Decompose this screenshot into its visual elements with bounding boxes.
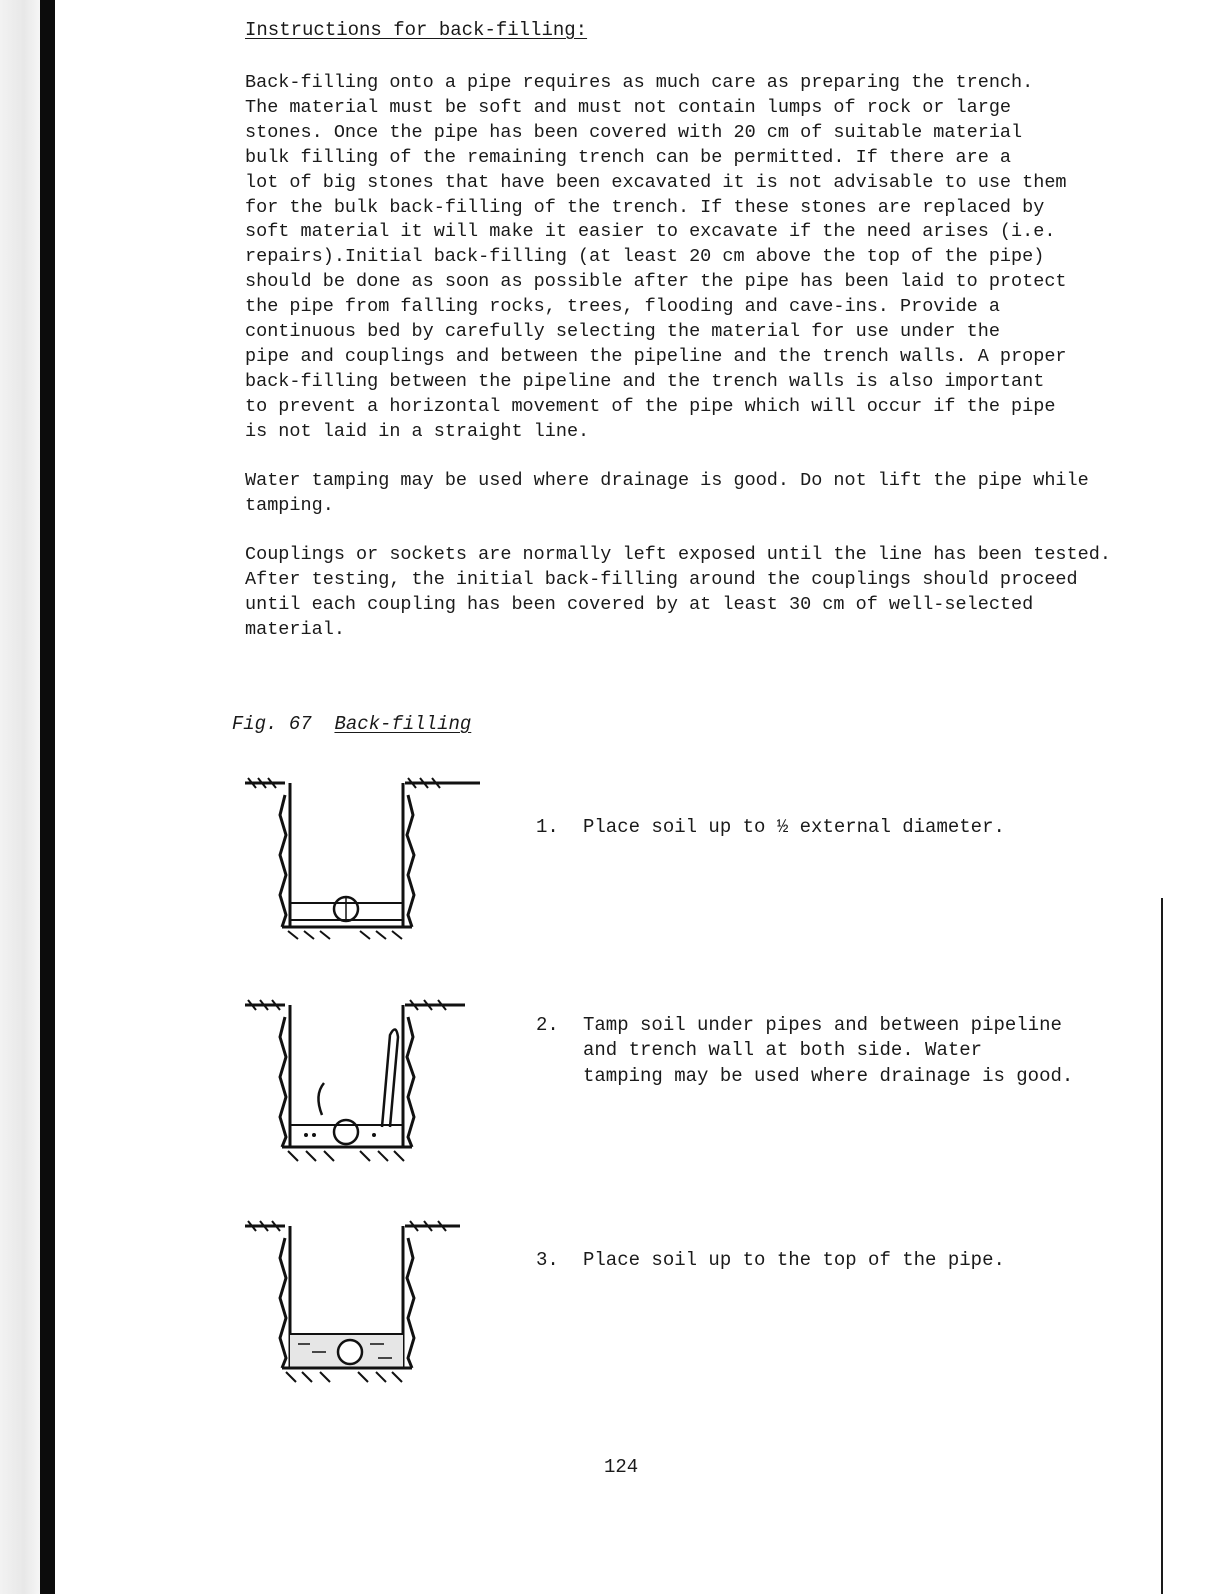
paragraph-water-tamping: Water tamping may be used where drainage is good. Do not lift the pipe while tamping.	[245, 470, 1089, 516]
figure-step-3	[536, 1248, 1005, 1273]
paragraph-backfilling: Back-filling onto a pipe requires as much care as preparing the trench. The material must be soft and must not contain lumps of rock or large stones. Once the pipe has been covered with 20 cm of suitable material bulk filling of the remaining trench can be permitted. If there are a lot of big stones that have been excavated it is not advisable to use them for the bulk back-filling of the trench. If these stones are replaced by soft material it will make it easier to excavate if the need arises (i.e. repairs).Initial back-filling (at least 20 cm above the top of the pipe) should be done as soon as possible after the pipe has been laid to protect the pipe from falling rocks, trees, flooding and cave-ins. Provide a continuous bed by carefully selecting the material for use under the pipe and couplings and between the pipeline and the trench walls. A proper back-filling between the pipeline and the trench walls is also important to prevent a horizontal movement of the pipe which will occur if the pipe is not laid in a straight line.	[245, 72, 1067, 442]
section-heading: Instructions for back-filling:	[245, 19, 588, 41]
paragraph-couplings: Couplings or sockets are normally left exposed until the line has been tested. After testing, the initial back-filling around the couplings should proceed until each coupling has been covered by at least 30 cm of well-selected material.	[245, 544, 1111, 640]
step-number: 1.	[536, 816, 559, 838]
figure-step-1	[536, 815, 1005, 840]
page-right-edge	[1161, 898, 1163, 1594]
binding-edge	[40, 0, 55, 1594]
figure-step-2	[536, 1013, 1073, 1089]
scan-margin	[0, 0, 40, 1594]
trench-diagram-3	[240, 1218, 490, 1398]
trench-diagram-1	[240, 775, 490, 955]
step-text: Place soil up to the top of the pipe.	[583, 1249, 1005, 1271]
figure-caption	[209, 691, 471, 735]
trench-diagram-2	[240, 995, 490, 1175]
step-number: 2.	[536, 1014, 559, 1036]
figure-title: Back-filling	[334, 713, 472, 735]
step-text: Place soil up to ½ external diameter.	[583, 816, 1005, 838]
step-number: 3.	[536, 1249, 559, 1271]
step-text: Tamp soil under pipes and between pipeline and trench wall at both side. Water tamping may be used where drainage is good.	[583, 1014, 1074, 1087]
page-number: 124	[604, 1456, 639, 1478]
figure-label: Fig. 67	[231, 713, 312, 735]
